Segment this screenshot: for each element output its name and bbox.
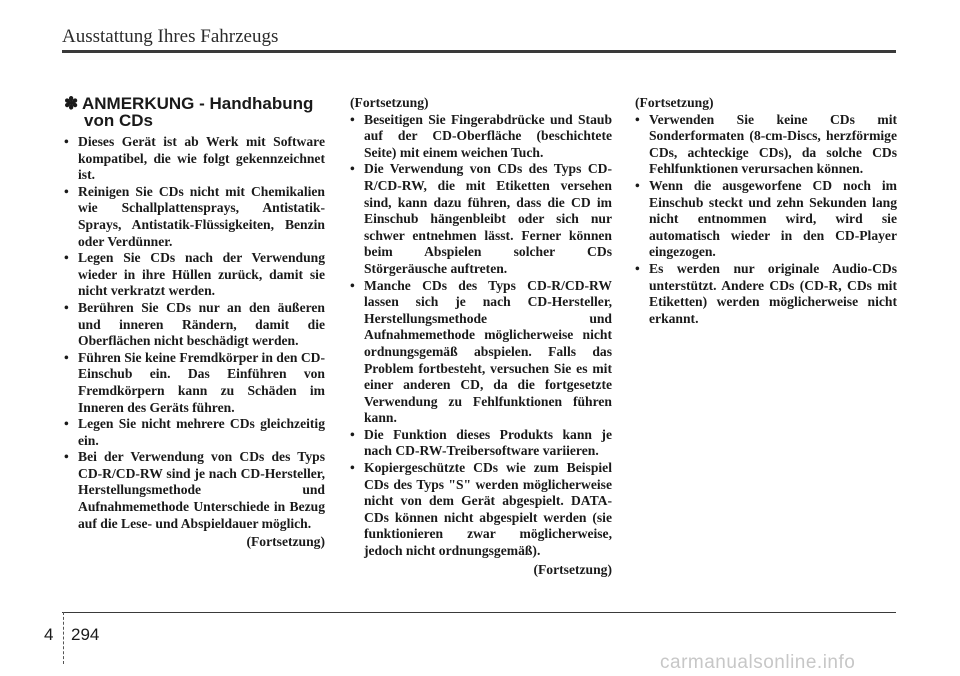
bullet-list-3 — [635, 112, 897, 328]
list-item: • Legen Sie CDs nach der Verwendung wieder in ihre Hüllen zurück, damit sie nicht verkratzt werden. — [64, 250, 325, 300]
column-3 — [635, 95, 897, 327]
continued-label: (Fortsetzung) — [533, 561, 612, 577]
bullet-list-2 — [350, 112, 612, 560]
header-rule — [62, 50, 896, 53]
list-item: • Beseitigen Sie Fingerabdrücke und Staub auf der CD-Oberfläche (beschichtete Seite) mit einem weichen Tuch. — [350, 112, 612, 162]
footer-separator — [63, 612, 64, 664]
chapter-number: 4 — [44, 625, 54, 644]
list-item: • Legen Sie nicht mehrere CDs gleichzeitig ein. — [64, 416, 325, 449]
list-item: • Reinigen Sie CDs nicht mit Chemikalien wie Schallplattensprays, Antistatik-Sprays, Antistatik-Flüssigkeiten, Benzin oder Verdünner. — [64, 184, 325, 250]
list-item: • Manche CDs des Typs CD-R/CD-RW lassen sich je nach CD-Hersteller, Herstellungsmethode und Aufnahmemethode möglicherweise nicht ordnungsgemäß abspielen. Falls das Problem fortbesteht, versuchen Sie es mit einer anderen CD, da die fortgesetzte Verwendung zu Fehlfunktionen führen kann. — [350, 278, 612, 427]
watermark: carmanualsonline.info — [660, 652, 856, 673]
list-item: • Wenn die ausgeworfene CD noch im Einschub steckt und zehn Sekunden lang nicht entnommen wird, wird sie automatisch wieder in den CD-Player eingezogen. — [635, 178, 897, 261]
column-2 — [350, 95, 612, 578]
list-item: • Es werden nur originale Audio-CDs unterstützt. Andere CDs (CD-R, CDs mit Etiketten) werden möglicherweise nicht erkannt. — [635, 261, 897, 327]
column-1 — [64, 95, 325, 551]
list-item: • Führen Sie keine Fremdkörper in den CD-Einschub ein. Das Einführen von Fremdkörpern kann zu Schäden im Inneren des Geräts führen. — [64, 350, 325, 416]
bullet-list-1 — [64, 134, 325, 532]
list-item: • Bei der Verwendung von CDs des Typs CD-R/CD-RW sind je nach CD-Hersteller, Herstellungsmethode und Aufnahmemethode Unterschiede in Bezug auf die Lese- und Abspieldauer möglich. — [64, 449, 325, 532]
note-title — [64, 95, 325, 129]
list-item: • Die Verwendung von CDs des Typs CD-R/CD-RW, die mit Etiketten versehen sind, kann dazu führen, dass die CD im Einschub hängenbleibt oder sich nur schwer entnehmen lässt. Ferner können beim Abspielen solcher CDs Störgeräusche auftreten. — [350, 161, 612, 277]
note-title-line2: von CDs — [84, 111, 153, 130]
page-number: 294 — [71, 625, 100, 644]
list-item: • Verwenden Sie keine CDs mit Sonderformaten (8-cm-Discs, herzförmige CDs, achteckige CDs), da solche CDs Fehlfunktionen verursachen können. — [635, 112, 897, 178]
page-header-title: Ausstattung Ihres Fahrzeugs — [62, 26, 279, 47]
list-item: • Die Funktion dieses Produkts kann je nach CD-RW-Treibersoftware variieren. — [350, 427, 612, 460]
continued-heading: (Fortsetzung) — [350, 95, 429, 110]
note-symbol-icon: ✽ — [64, 94, 79, 113]
continued-heading: (Fortsetzung) — [635, 95, 714, 110]
list-item: • Kopiergeschützte CDs wie zum Beispiel CDs des Typs "S" werden möglicherweise nicht von dem Gerät abgespielt. DATA-CDs können nicht abgespielt werden (sie funktionieren zwar möglicherweise, jedoch nicht ordnungsgemäß). — [350, 460, 612, 560]
footer-rule — [62, 612, 896, 613]
continued-label: (Fortsetzung) — [246, 534, 325, 550]
list-item: • Dieses Gerät ist ab Werk mit Software kompatibel, die wie folgt gekennzeichnet ist. — [64, 134, 325, 184]
note-title-line1: ANMERKUNG - Handhabung — [82, 94, 314, 113]
list-item: • Berühren Sie CDs nur an den äußeren und inneren Rändern, damit die Oberflächen nicht beschädigt werden. — [64, 300, 325, 350]
